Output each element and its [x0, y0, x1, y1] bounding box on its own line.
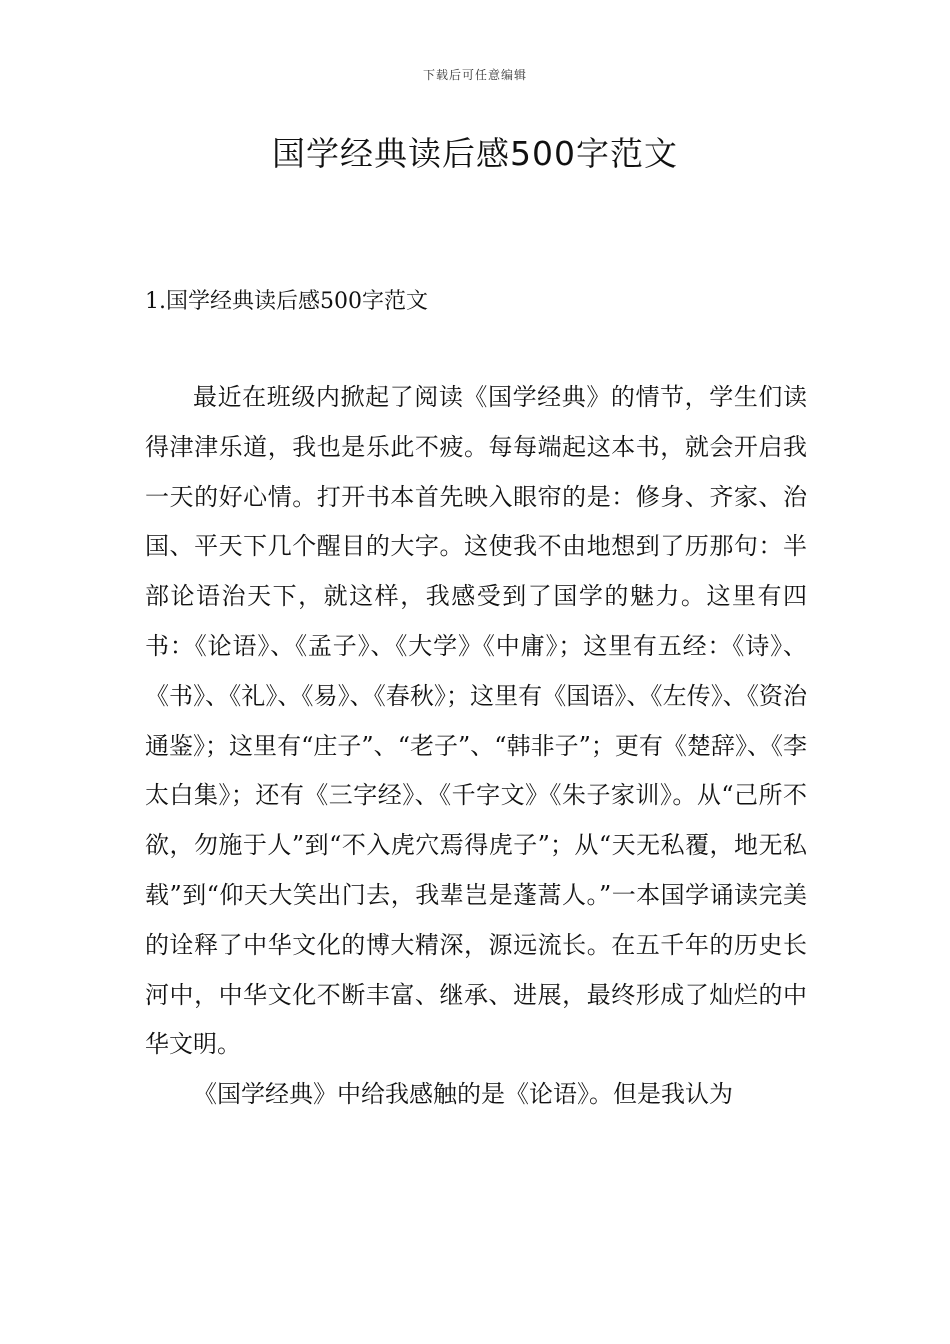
header-note: 下载后可任意编辑 [422, 68, 527, 82]
section-heading: 1.国学经典读后感500字范文 [145, 289, 428, 314]
body-paragraph: 《国学经典》中给我感触的是《论语》。但是我认为 [193, 1080, 733, 1109]
body-paragraph: 最近在班级内掀起了阅读《国学经典》的情节，学生们读得津津乐道，我也是乐此不疲。每每端起这本书，就会开启我一天的好心情。打开书本首先映入眼帘的是：修身、齐家、治国、平天下几个醒目的大字。这使我不由地想到了历那句：半部论语治天下，就这样，我感受到了国学的魅力。这里有四书：《论语》、《孟子》、《大学》《中庸》；这里有五经：《诗》、《书》、《礼》、《易》、《春秋》；这里有《国语》、《左传》、《资治通鉴》；这里有“庄子”、“老子”、“韩非子”；更有《楚辞》、《李太白集》；还有《三字经》、《千字文》《朱子家训》。从“己所不欲，勿施于人”到“不入虎穴焉得虎子”；从“天无私覆，地无私载”到“仰天大笑出门去，我辈岂是蓬蒿人。”一本国学诵读完美的诠释了中华文化的博大精深，源远流长。在五千年的历史长河中，中华文化不断丰富、继承、进展，最终形成了灿烂的中华文明。 [145, 383, 807, 1059]
document-body [145, 373, 807, 1120]
document-title: 国学经典读后感500字范文 [272, 134, 678, 173]
